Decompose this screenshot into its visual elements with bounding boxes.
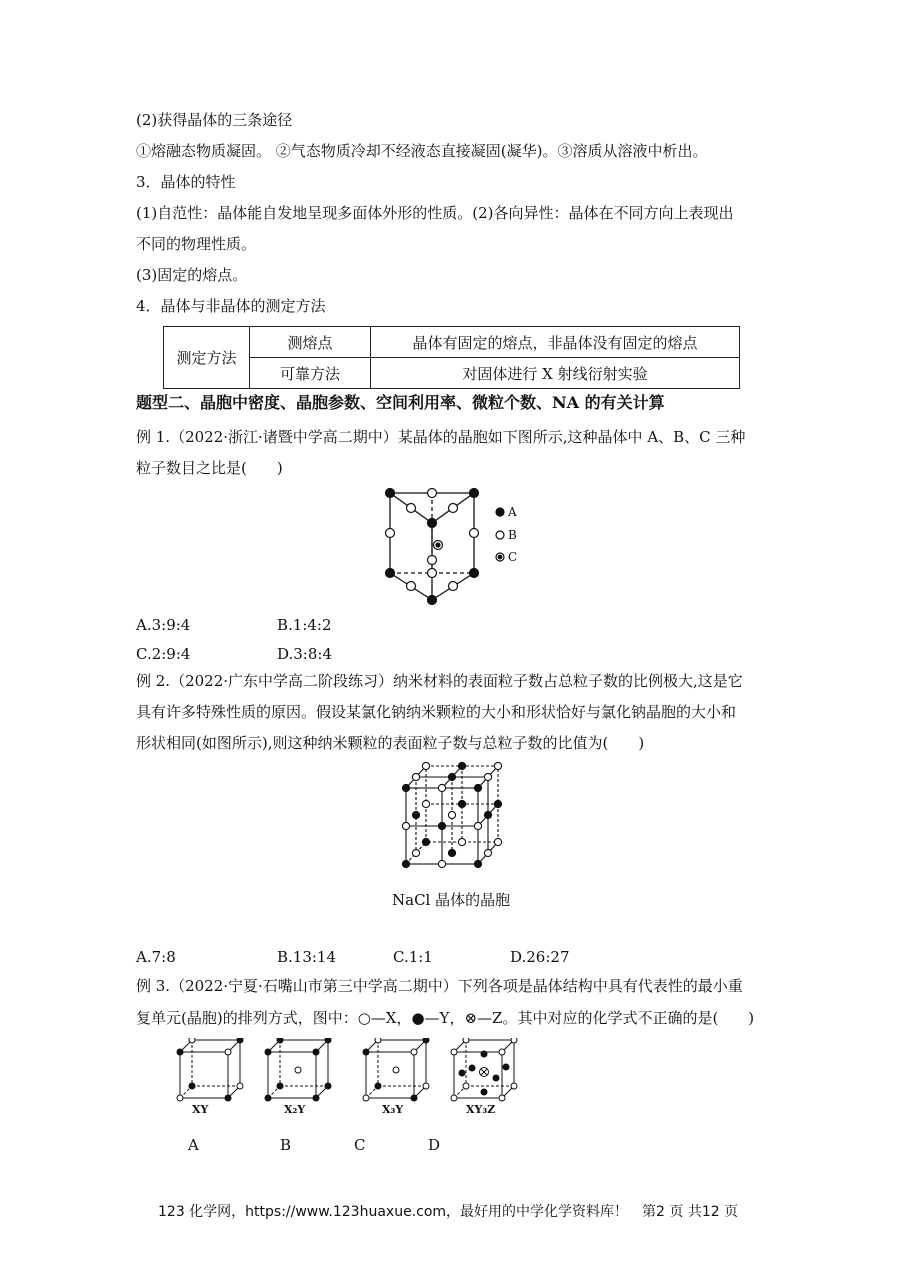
choice-label: D bbox=[428, 1136, 441, 1154]
table-header-cell: 测定方法 bbox=[164, 327, 250, 389]
legend-b-marker bbox=[496, 531, 504, 539]
example-3-text: 例 3.（2022·宁夏·石嘴山市第三中学高二期中）下列各项是晶体结构中具有代表性的最小重 bbox=[136, 977, 743, 995]
option: B.13:14 bbox=[277, 948, 337, 966]
formula-label: XY₃Z bbox=[466, 1103, 496, 1116]
text-line: ①熔融态物质凝固。 ②气态物质冷却不经液态直接凝固(凝华)。③溶质从溶液中析出。 bbox=[136, 142, 708, 160]
particle-b bbox=[449, 582, 458, 591]
particle-a bbox=[428, 596, 437, 605]
method-table bbox=[163, 326, 740, 389]
legend-a-label: A bbox=[508, 505, 517, 519]
option: A.7:8 bbox=[136, 948, 176, 966]
section-title: 题型二、晶胞中密度、晶胞参数、空间利用率、微粒个数、NA 的有关计算 bbox=[136, 393, 665, 412]
option: C.1:1 bbox=[393, 948, 433, 966]
particle-a bbox=[428, 519, 437, 528]
choice-label: C bbox=[354, 1136, 366, 1154]
option: D.26:27 bbox=[510, 948, 570, 966]
example-1-text: 例 1.（2022·浙江·诸暨中学高二期中）某晶体的晶胞如下图所示,这种晶体中 A、B、C 三种 bbox=[136, 428, 746, 446]
legend-b-label: B bbox=[508, 528, 517, 542]
example-2-text: 形状相同(如图所示),则这种纳米颗粒的表面粒子数与总粒子数的比值为( ) bbox=[136, 734, 645, 752]
example-2-text: 例 2.（2022·广东中学高二阶段练习）纳米材料的表面粒子数占总粒子数的比例极大,这是它 bbox=[136, 672, 743, 690]
particle-a bbox=[470, 489, 479, 498]
option: C.2:9:4 bbox=[136, 645, 191, 663]
page-footer: 123 化学网，https://www.123huaxue.com，最好用的中学化学资料库！ 第2 页 共12 页 bbox=[158, 1204, 739, 1220]
text-line: 3．晶体的特性 bbox=[136, 173, 236, 191]
example-3-text: 复单元(晶胞)的排列方式，图中：○—X，●—Y，⊗—Z。其中对应的化学式不正确的是( ) bbox=[136, 1009, 755, 1027]
crystal-cell-figure-1 bbox=[380, 485, 530, 605]
particle-b bbox=[428, 489, 437, 498]
particle-c-core bbox=[436, 543, 440, 547]
option: B.1:4:2 bbox=[277, 616, 332, 634]
particle-b bbox=[428, 569, 437, 578]
particle-b bbox=[449, 504, 458, 513]
particle-b bbox=[407, 504, 416, 513]
figure-caption: NaCl 晶体的晶胞 bbox=[392, 891, 511, 909]
particle-b bbox=[428, 556, 437, 565]
legend-c-label: C bbox=[508, 550, 518, 564]
option: A.3:9:4 bbox=[136, 616, 191, 634]
table-cell: 测熔点 bbox=[250, 327, 371, 358]
particle-a bbox=[386, 569, 395, 578]
choice-label: B bbox=[280, 1136, 292, 1154]
particle-b bbox=[407, 582, 416, 591]
particle-b bbox=[386, 529, 395, 538]
nacl-cell-figure bbox=[398, 760, 508, 880]
formula-label: XY bbox=[192, 1103, 209, 1116]
text-line: (2)获得晶体的三条途径 bbox=[136, 111, 293, 129]
particle-b bbox=[470, 529, 479, 538]
table-cell: 晶体有固定的熔点，非晶体没有固定的熔点 bbox=[371, 327, 740, 358]
formula-label: X₃Y bbox=[382, 1103, 404, 1116]
legend-a-marker bbox=[496, 508, 504, 516]
particle-a bbox=[470, 569, 479, 578]
table-cell: 对固体进行 X 射线衍射实验 bbox=[371, 358, 740, 389]
text-line: (1)自范性：晶体能自发地呈现多面体外形的性质。(2)各向异性：晶体在不同方向上表现出 bbox=[136, 204, 734, 222]
formula-label: X₂Y bbox=[284, 1103, 306, 1116]
example-2-text: 具有许多特殊性质的原因。假设某氯化钠纳米颗粒的大小和形状恰好与氯化钠晶胞的大小和 bbox=[136, 703, 737, 721]
text-line: (3)固定的熔点。 bbox=[136, 266, 248, 284]
example-1-text: 粒子数目之比是( ) bbox=[136, 459, 283, 477]
table-cell: 可靠方法 bbox=[250, 358, 371, 389]
text-line: 不同的物理性质。 bbox=[136, 235, 257, 253]
text-line: 4．晶体与非晶体的测定方法 bbox=[136, 297, 326, 315]
particle-a bbox=[386, 489, 395, 498]
option: D.3:8:4 bbox=[277, 645, 332, 663]
choice-label: A bbox=[188, 1136, 199, 1154]
